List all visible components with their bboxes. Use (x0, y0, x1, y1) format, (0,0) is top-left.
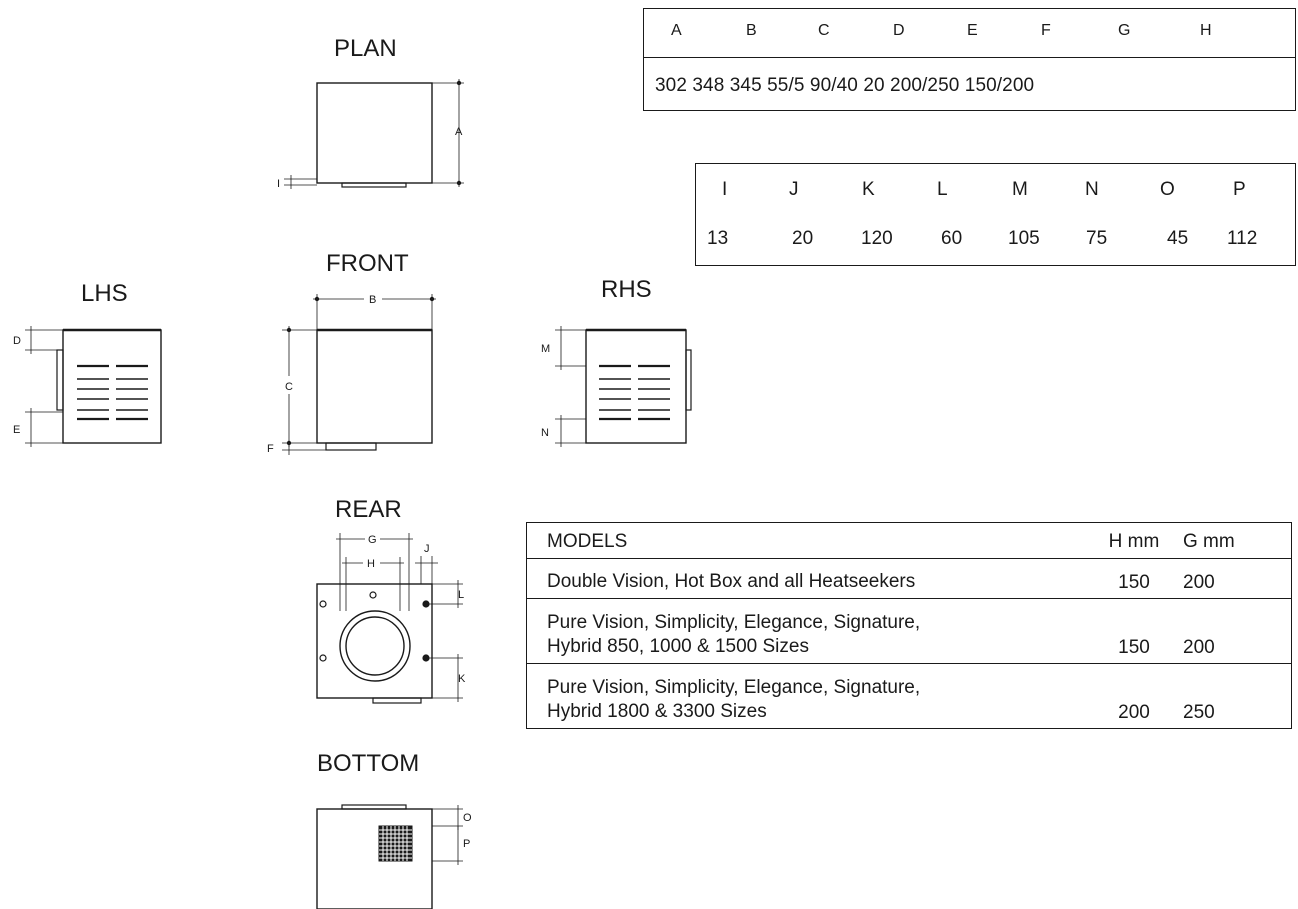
dim-label-m: M (541, 343, 551, 355)
table-header-cell: C (818, 22, 830, 39)
table-value-cell: 45 (1167, 228, 1189, 249)
table-header-cell: J (789, 179, 799, 200)
model-line: Pure Vision, Simplicity, Elegance, Signature, (547, 612, 921, 633)
model-line: Hybrid 850, 1000 & 1500 Sizes (547, 636, 809, 657)
table-header-cell: H (1200, 22, 1212, 39)
dim-label-n: N (541, 427, 549, 439)
h-mm-header: H mm (1108, 530, 1160, 552)
g-value: 200 (1181, 559, 1292, 599)
front-view (282, 294, 436, 455)
table-header-cell: O (1160, 179, 1175, 200)
bottom-title: BOTTOM (317, 750, 420, 777)
table-header-cell: L (937, 179, 948, 200)
plan-view (284, 79, 464, 189)
dim-label-a: A (455, 126, 463, 138)
dim-label-d: D (13, 335, 21, 347)
vent-grille (379, 826, 412, 861)
model-line: Hybrid 1800 & 3300 Sizes (547, 701, 767, 722)
dim-label-k: K (458, 673, 466, 685)
g-value: 250 (1181, 664, 1292, 729)
dimension-table-i-p (695, 163, 1296, 266)
table-value-cell: 120 (861, 228, 893, 249)
model-name (527, 664, 1088, 729)
table-header-cell: P (1233, 179, 1246, 200)
rhs-title: RHS (601, 276, 652, 303)
model-name (527, 559, 1088, 599)
rhs-view (555, 326, 691, 447)
front-title: FRONT (326, 250, 409, 277)
table-value-cell: 75 (1086, 228, 1108, 249)
table-value-cell: 13 (707, 228, 729, 249)
rear-view (317, 533, 463, 703)
table-header-cell: B (746, 22, 757, 39)
table-header-row (527, 523, 1292, 559)
dim-label-p: P (463, 838, 471, 850)
table-value-cell: 105 (1008, 228, 1040, 249)
dimension-table-a-h (643, 8, 1296, 111)
lhs-title: LHS (81, 280, 128, 307)
table-header-cell: M (1012, 179, 1028, 200)
h-value: 150 (1087, 559, 1181, 599)
lhs-view (25, 326, 161, 447)
table-row (527, 599, 1292, 664)
rear-title: REAR (335, 496, 402, 523)
dim-label-l: L (458, 589, 465, 601)
dim-label-h: H (367, 558, 375, 570)
bottom-view (317, 805, 463, 909)
models-table (526, 522, 1292, 729)
dim-label-e: E (13, 424, 21, 436)
dim-label-b: B (369, 294, 377, 306)
table-value-row: 302 348 345 55/5 90/40 20 200/250 150/200 (655, 75, 1035, 96)
table-header-cell: G (1118, 22, 1131, 39)
model-line: Pure Vision, Simplicity, Elegance, Signature, (547, 677, 921, 698)
dim-label-o: O (463, 812, 472, 824)
table-header-row (644, 9, 1295, 58)
table-value-cell: 20 (792, 228, 814, 249)
models-header: MODELS (547, 530, 628, 552)
model-line: Double Vision, Hot Box and all Heatseekers (547, 571, 916, 592)
table-header-cell: I (722, 179, 728, 200)
h-value: 200 (1087, 664, 1181, 729)
table-header-cell: D (893, 22, 905, 39)
table-header-cell: E (967, 22, 978, 39)
table-row (527, 559, 1292, 599)
dim-label-g: G (368, 534, 377, 546)
g-value: 200 (1181, 599, 1292, 664)
table-header-cell: A (671, 22, 682, 39)
dim-label-f: F (267, 443, 274, 455)
dim-label-i: I (277, 178, 281, 190)
table-header-cell: K (862, 179, 875, 200)
h-value: 150 (1087, 599, 1181, 664)
model-name (527, 599, 1088, 664)
table-header-cell: N (1085, 179, 1099, 200)
table-value-cell: 60 (941, 228, 963, 249)
dim-label-j: J (424, 543, 430, 555)
table-row (527, 664, 1292, 729)
table-value-cell: 112 (1227, 228, 1258, 249)
dim-label-c: C (285, 381, 293, 393)
table-header-cell: F (1041, 22, 1051, 39)
plan-title: PLAN (334, 35, 397, 62)
g-mm-header: G mm (1183, 530, 1235, 552)
